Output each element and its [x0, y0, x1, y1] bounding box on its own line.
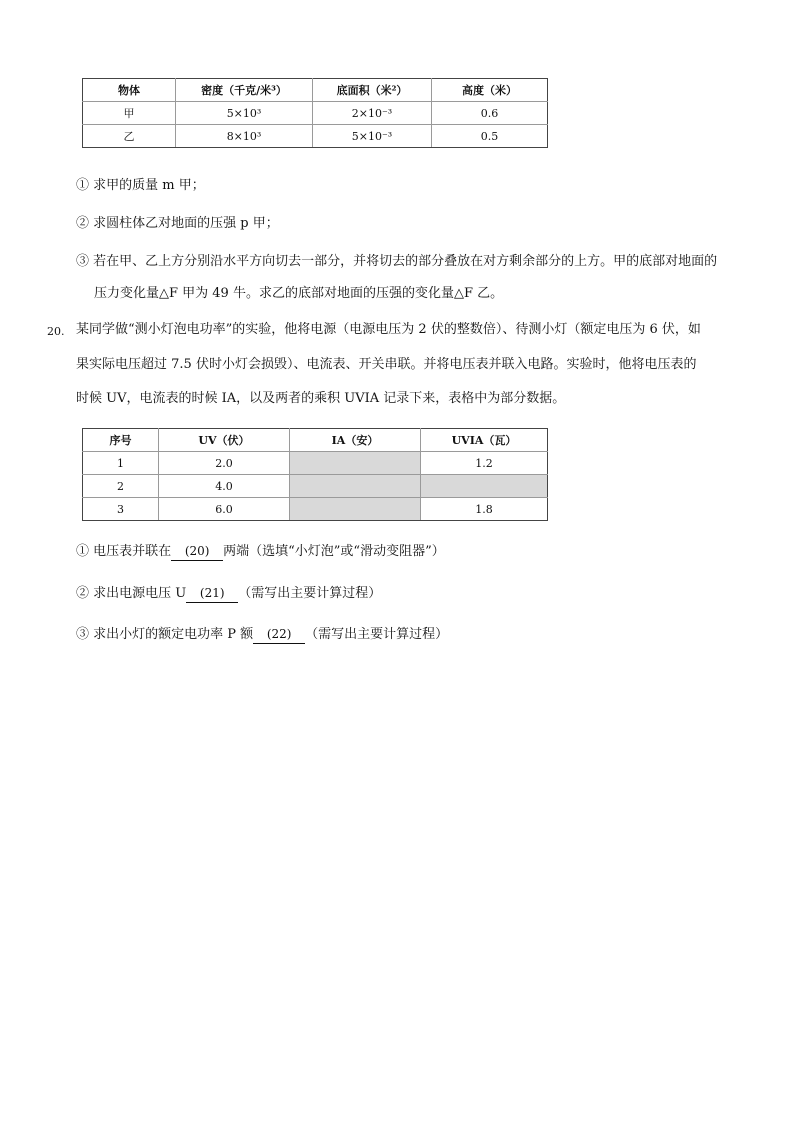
table-cell: 3 — [83, 498, 159, 521]
shaded-cell — [290, 452, 421, 475]
table-header-cell: IA（安） — [290, 429, 421, 452]
q20-item-3-prefix: ③ 求出小灯的额定电功率 P 额 — [76, 627, 254, 642]
table-cell: 8×10³ — [176, 125, 313, 148]
q19-item-2: ② 求圆柱体乙对地面的压强 p 甲； — [76, 216, 279, 231]
q20-item-3-suffix: （需写出主要计算过程） — [305, 627, 449, 642]
table-cell: 0.6 — [432, 102, 548, 125]
answer-blank-22[interactable]: (22) — [253, 625, 305, 644]
table-header-cell: UVIA（瓦） — [421, 429, 548, 452]
table-row — [83, 125, 548, 148]
table-cell: 甲 — [83, 102, 176, 125]
q20-item-3 — [76, 625, 448, 644]
table-row — [83, 498, 548, 521]
q20-text-line2: 果实际电压超过 7.5 伏时小灯会损毁）、电流表、开关串联。并将电压表并联入电路。实验时，他将电压表的 — [76, 357, 697, 372]
q20-item-1-suffix: 两端（选填“小灯泡”或“滑动变阻器”） — [223, 544, 445, 559]
table-row — [83, 475, 548, 498]
table-cell: 1.8 — [421, 498, 548, 521]
table-cell: 2 — [83, 475, 159, 498]
q20-item-1 — [76, 542, 445, 561]
q20-text-line1: 某同学做“测小灯泡电功率”的实验，他将电源（电源电压为 2 伏的整数倍）、待测小灯（额定电压为 6 伏，如 — [76, 322, 701, 337]
table-header-cell: 序号 — [83, 429, 159, 452]
shaded-cell — [421, 475, 548, 498]
table-cell: 6.0 — [159, 498, 290, 521]
shaded-cell — [290, 475, 421, 498]
q20-text-line3: 时候 UV，电流表的时候 IA，以及两者的乘积 UVIA 记录下来，表格中为部分数据。 — [76, 391, 566, 406]
q19-item-1: ① 求甲的质量 m 甲； — [76, 178, 205, 193]
table-row — [83, 452, 548, 475]
table-cell: 0.5 — [432, 125, 548, 148]
q20-item-1-prefix: ① 电压表并联在 — [76, 544, 172, 559]
q20-item-2-prefix: ② 求出电源电压 U — [76, 586, 187, 601]
properties-table — [82, 78, 548, 148]
q20-item-2 — [76, 584, 381, 603]
answer-blank-20[interactable]: (20) — [171, 542, 223, 561]
table-header-row — [83, 429, 548, 452]
table-header-cell: 高度（米） — [432, 79, 548, 102]
question-number: 20. — [47, 325, 65, 338]
table-header-cell: 物体 — [83, 79, 176, 102]
table-cell: 乙 — [83, 125, 176, 148]
table-header-row — [83, 79, 548, 102]
table-cell: 2.0 — [159, 452, 290, 475]
data-table — [82, 428, 548, 521]
q19-item-3-line1: ③ 若在甲、乙上方分别沿水平方向切去一部分，并将切去的部分叠放在对方剩余部分的上方。甲的底部对地面的 — [76, 254, 718, 269]
table-header-cell: 底面积（米²） — [313, 79, 432, 102]
table-row — [83, 102, 548, 125]
table-cell: 4.0 — [159, 475, 290, 498]
q20-item-2-suffix: （需写出主要计算过程） — [238, 586, 382, 601]
table-cell: 2×10⁻³ — [313, 102, 432, 125]
table-header-cell: 密度（千克/米³） — [176, 79, 313, 102]
answer-blank-21[interactable]: (21) — [186, 584, 238, 603]
table-header-cell: UV（伏） — [159, 429, 290, 452]
shaded-cell — [290, 498, 421, 521]
q19-item-3-line2: 压力变化量△F 甲为 49 牛。求乙的底部对地面的压强的变化量△F 乙。 — [94, 286, 504, 301]
table-cell: 1 — [83, 452, 159, 475]
table-cell: 1.2 — [421, 452, 548, 475]
table-cell: 5×10⁻³ — [313, 125, 432, 148]
table-cell: 5×10³ — [176, 102, 313, 125]
